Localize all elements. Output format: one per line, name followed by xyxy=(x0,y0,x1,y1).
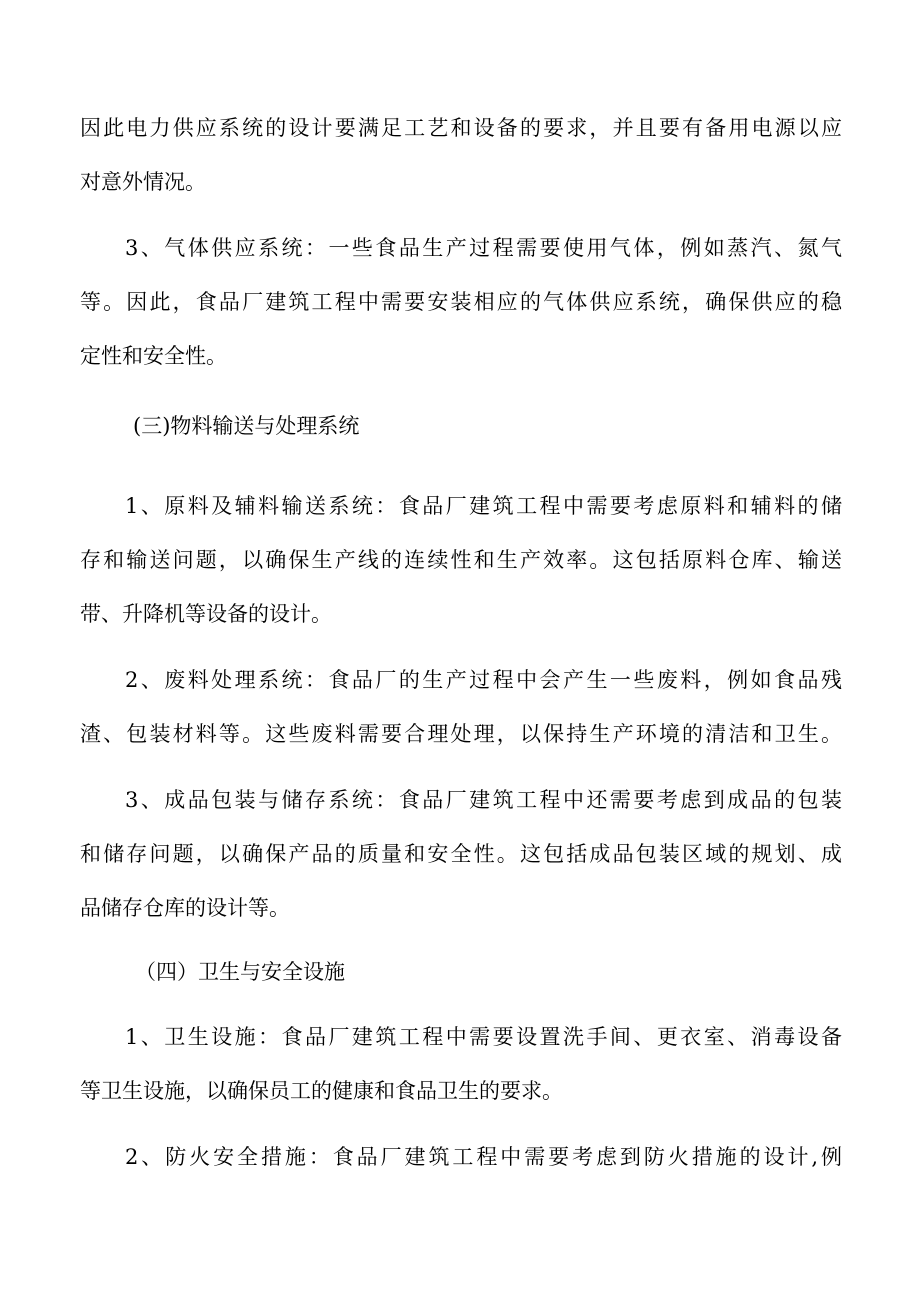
paragraph-line: 2、废料处理系统：食品厂的生产过程中会产生一些废料，例如食品残 xyxy=(125,668,842,692)
paragraph-line: 1、原料及辅料输送系统：食品厂建筑工程中需要考虑原料和辅料的储 xyxy=(125,494,842,518)
paragraph-line: 2、防火安全措施：食品厂建筑工程中需要考虑到防火措施的设计,例 xyxy=(125,1145,842,1169)
paragraph-line: 1、卫生设施：食品厂建筑工程中需要设置洗手间、更衣室、消毒设备 xyxy=(125,1025,842,1049)
paragraph-line: 存和输送问题，以确保生产线的连续性和生产效率。这包括原料仓库、输送 xyxy=(80,548,842,572)
paragraph-line: 3、成品包装与储存系统：食品厂建筑工程中还需要考虑到成品的包装 xyxy=(125,788,842,812)
paragraph-line: 定性和安全性。 xyxy=(80,344,227,368)
paragraph-line: 带、升降机等设备的设计。 xyxy=(80,602,332,626)
paragraph-line: 对意外情况。 xyxy=(80,170,206,194)
paragraph-line: 等。因此，食品厂建筑工程中需要安装相应的气体供应系统，确保供应的稳 xyxy=(80,290,842,314)
paragraph-line: 和储存问题，以确保产品的质量和安全性。这包括成品包装区域的规划、成 xyxy=(80,842,842,866)
paragraph-line: 渣、包装材料等。这些废料需要合理处理，以保持生产环境的清洁和卫生。 xyxy=(80,722,842,746)
paragraph-line: 3、气体供应系统：一些食品生产过程需要使用气体，例如蒸汽、氮气 xyxy=(125,236,842,260)
paragraph-line: 品储存仓库的设计等。 xyxy=(80,896,290,920)
paragraph-line: 等卫生设施，以确保员工的健康和食品卫生的要求。 xyxy=(80,1079,563,1103)
section-heading: (三)物料输送与处理系统 xyxy=(133,414,360,438)
section-heading: （四）卫生与安全设施 xyxy=(135,960,345,984)
paragraph-line: 因此电力供应系统的设计要满足工艺和设备的要求，并且要有备用电源以应 xyxy=(80,116,842,140)
